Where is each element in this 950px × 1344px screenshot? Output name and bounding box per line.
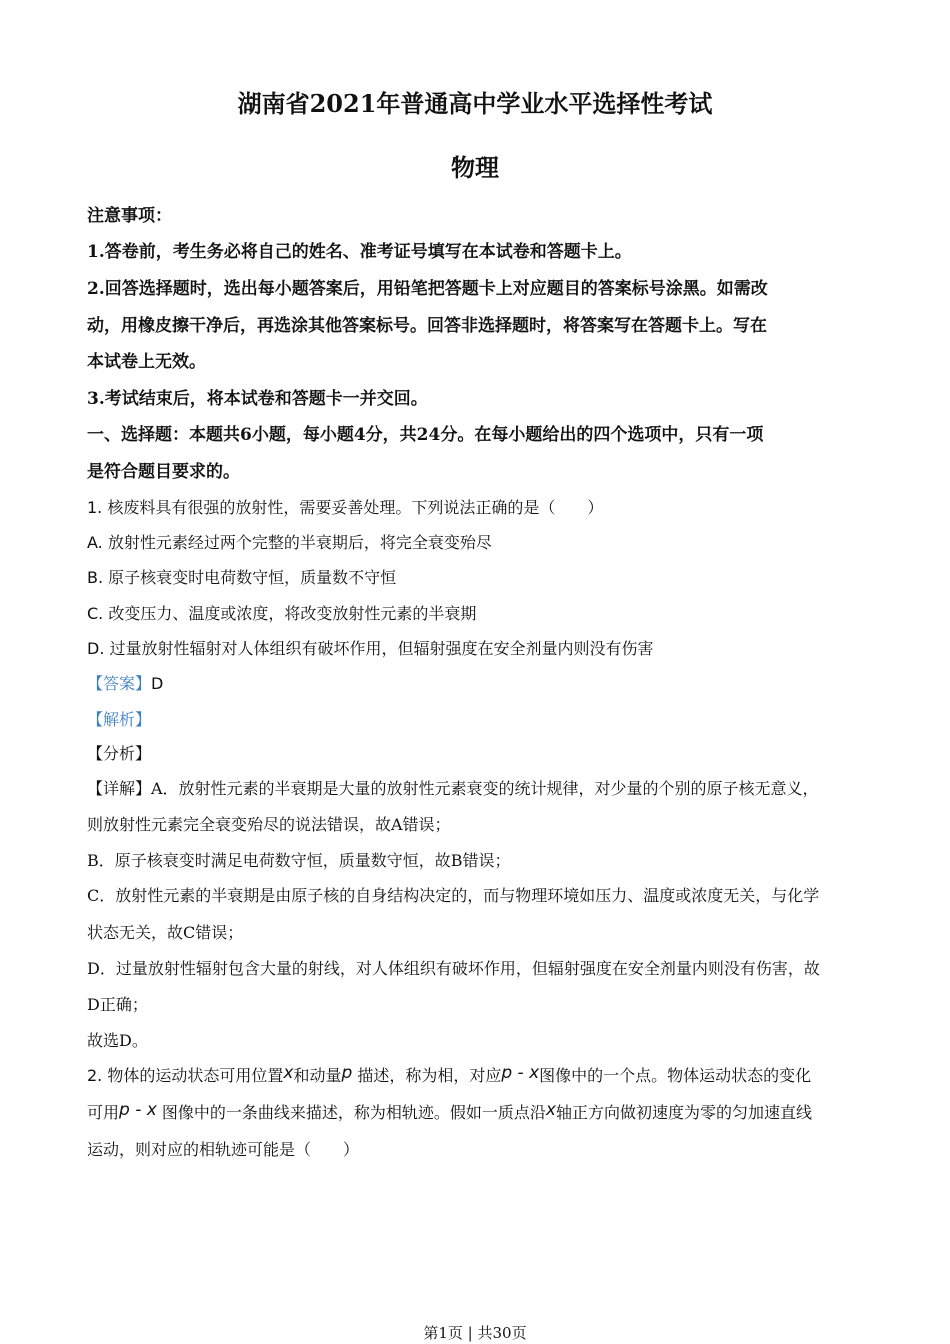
option-a — [87, 532, 492, 554]
math-x: x — [545, 1100, 556, 1120]
detail-line: D．过量放射性辐射包含大量的射线，对人体组织有破坏作用，但辐射强度在安全剂量内则没有伤害，故 — [87, 959, 820, 978]
option-label: B. — [87, 568, 104, 587]
option-label: C. — [87, 604, 104, 623]
math-p-x: p - x — [119, 1100, 157, 1120]
text: 图像中的一个点。物体运动状态的变化 — [539, 1066, 812, 1085]
math-p: p — [341, 1063, 353, 1083]
answer-line — [87, 673, 163, 695]
detail-line: 【详解】A．放射性元素的半衰期是大量的放射性元素衰变的统计规律，对少量的个别的原子核无意义， — [87, 779, 819, 798]
text: 描述，称为相，对应 — [357, 1066, 502, 1085]
page-footer: 第1页 | 共30页 — [423, 1324, 527, 1342]
notice-line: 本试卷上无效。 — [87, 352, 206, 372]
option-label: A. — [87, 533, 103, 552]
subject-title: 物理 — [451, 153, 499, 182]
text: 可用 — [87, 1103, 120, 1122]
question-2-line-3: 运动，则对应的相轨迹可能是（ ） — [87, 1140, 360, 1159]
option-text: 放射性元素经过两个完整的半衰期后，将完全衰变殆尽 — [107, 533, 492, 552]
answer-value: D — [151, 674, 164, 693]
fenxi-tag: 【分析】 — [87, 744, 152, 763]
section-heading: 一、选择题：本题共6小题，每小题4分，共24分。在每小题给出的四个选项中，只有一项 — [87, 425, 764, 445]
question-number: 2. — [87, 1066, 103, 1085]
detail-line: 则放射性元素完全衰变殆尽的说法错误，故A错误； — [87, 815, 451, 834]
detail-line: 故选D。 — [87, 1031, 148, 1050]
question-number: 1. — [87, 498, 103, 517]
detail-line: D正确； — [87, 995, 148, 1014]
answer-tag: 【答案】 — [87, 674, 152, 693]
option-label: D. — [87, 639, 105, 658]
notice-heading: 注意事项： — [87, 206, 172, 226]
notice-line: 1.答卷前，考生务必将自己的姓名、准考证号填写在本试卷和答题卡上。 — [87, 242, 632, 262]
question-2-line-2 — [87, 1102, 812, 1124]
question-1-stem — [87, 497, 603, 519]
detail-line: C．放射性元素的半衰期是由原子核的自身结构决定的，而与物理环境如压力、温度或浓度无关，与化学 — [87, 886, 820, 905]
stem-text: 核废料具有很强的放射性，需要妥善处理。下列说法正确的是（ ） — [107, 498, 604, 517]
detail-line: 状态无关，故C错误； — [87, 923, 244, 942]
question-2-line-1 — [87, 1065, 811, 1087]
math-p-x: p - x — [501, 1063, 540, 1083]
detail-line: B．原子核衰变时满足电荷数守恒，质量数守恒，故B错误； — [87, 851, 511, 870]
text: 和动量 — [293, 1066, 342, 1085]
notice-line: 2.回答选择题时，选出每小题答案后，用铅笔把答题卡上对应题目的答案标号涂黑。如需改 — [87, 279, 768, 299]
option-b — [87, 567, 396, 589]
exam-title: 湖南省2021年普通高中学业水平选择性考试 — [237, 89, 713, 118]
text: 轴正方向做初速度为零的匀加速直线 — [555, 1103, 812, 1122]
option-d — [87, 638, 654, 660]
option-text: 改变压力、温度或浓度，将改变放射性元素的半衰期 — [108, 604, 477, 623]
math-x: x — [283, 1063, 294, 1083]
option-text: 过量放射性辐射对人体组织有破坏作用，但辐射强度在安全剂量内则没有伤害 — [109, 639, 654, 658]
notice-line: 动，用橡皮擦干净后，再选涂其他答案标号。回答非选择题时，将答案写在答题卡上。写在 — [87, 316, 767, 336]
notice-line: 3.考试结束后，将本试卷和答题卡一并交回。 — [87, 389, 428, 409]
text: 图像中的一条曲线来描述，称为相轨迹。假如一质点沿 — [161, 1103, 546, 1122]
analysis-tag: 【解析】 — [87, 710, 152, 729]
text: 物体的运动状态可用位置 — [107, 1066, 284, 1085]
section-heading-cont: 是符合题目要求的。 — [87, 462, 240, 482]
option-c — [87, 603, 476, 625]
option-text: 原子核衰变时电荷数守恒，质量数不守恒 — [108, 568, 397, 587]
